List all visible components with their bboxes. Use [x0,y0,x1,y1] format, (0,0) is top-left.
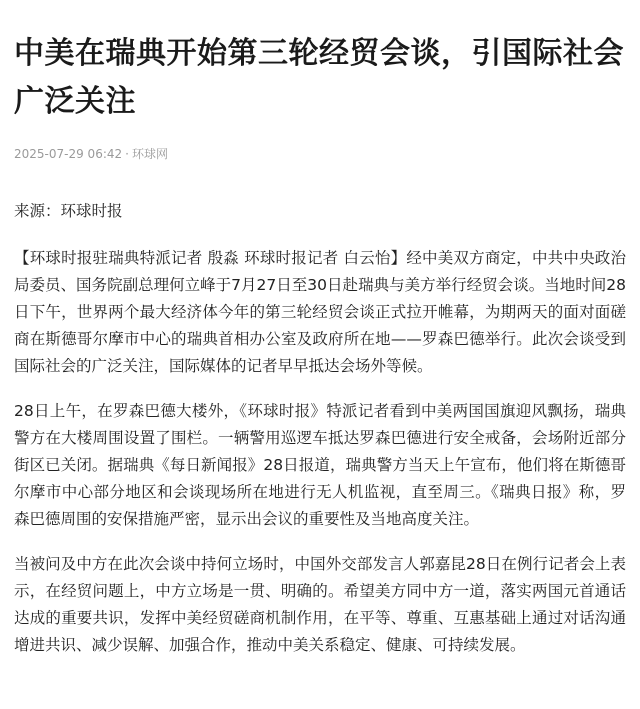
publish-timestamp: 2025-07-29 06:42 [14,147,123,161]
source-name[interactable]: 环球网 [131,147,168,161]
article-title: 中美在瑞典开始第三轮经贸会谈，引国际社会广泛关注 [14,36,624,119]
paragraph-1: 【环球时报驻瑞典特派记者 殷淼 环球时报记者 白云怡】经中美双方商定，中共中央政治局委员、国务院副总理何立峰于7月27日至30日赴瑞典与美方举行经贸会谈。当地时间28日下午，世界两个最大经济体今年的第三轮经贸会谈正式拉开帷幕，为期两天的面对面磋商在斯德哥尔摩市中心的瑞典首相办公室及政府所在地——罗森巴德举行。此次会谈受到国际社会的广泛关注，国际媒体的记者早早抵达会场外等候。 [14,249,626,375]
source-line: 来源：环球时报 [14,202,123,220]
paragraph-2: 28日上午，在罗森巴德大楼外，《环球时报》特派记者看到中美两国国旗迎风飘扬，瑞典警方在大楼周围设置了围栏。一辆警用巡逻车抵达罗森巴德进行安全戒备，会场附近部分街区已关闭。据瑞典《每日新闻报》28日报道，瑞典警方当天上午宣布，他们将在斯德哥尔摩市中心部分地区和会谈现场所在地进行无人机监视，直至周三。《瑞典日报》称，罗森巴德周围的安保措施严密，显示出会议的重要性及当地高度关注。 [14,402,626,528]
meta-separator: · [125,147,129,161]
article-meta [14,146,626,162]
paragraph-3: 当被问及中方在此次会谈中持何立场时，中国外交部发言人郭嘉昆28日在例行记者会上表示，在经贸问题上，中方立场是一贯、明确的。希望美方同中方一道，落实两国元首通话达成的重要共识，发挥中美经贸磋商机制作用，在平等、尊重、互惠基础上通过对话沟通增进共识、减少误解、加强合作，推动中美关系稳定、健康、可持续发展。 [14,555,626,654]
article-body [14,198,626,659]
